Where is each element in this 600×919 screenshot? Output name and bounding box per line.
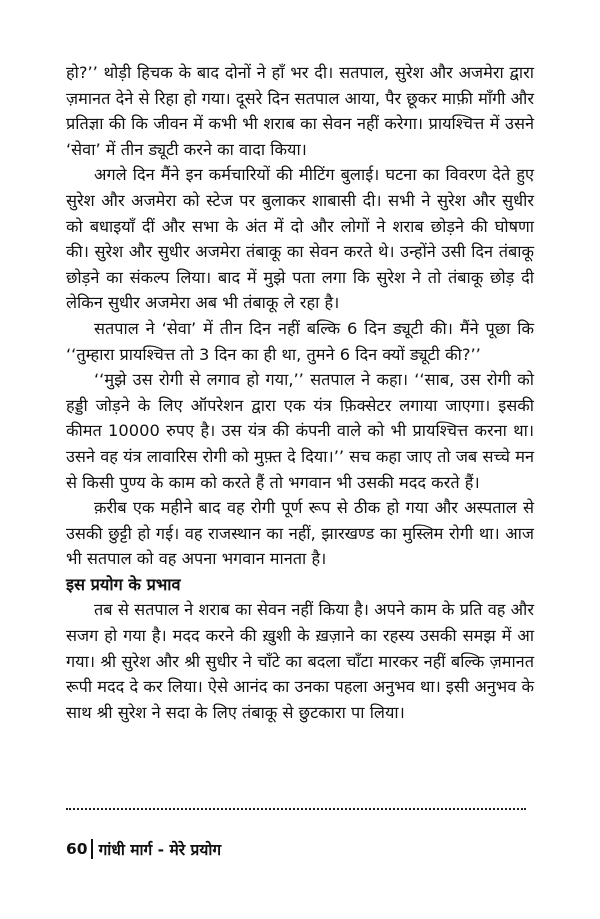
page-body: [66, 60, 534, 725]
paragraph-3: सतपाल ने ‘सेवा’ में तीन दिन नहीं बल्कि 6 दिन ड्यूटी की। मैंने पूछा कि ‘‘तुम्हारा प्रायश्चित्त तो 3 दिन का ही था, तुमने 6 दिन क्यों ड्यूटी की?’’: [66, 318, 534, 364]
section-heading: इस प्रयोग के प्रभाव: [66, 574, 181, 594]
footer-divider: [66, 808, 526, 810]
paragraph-2: अगले दिन मैंने इन कर्मचारियों की मीटिंग बुलाई। घटना का विवरण देते हुए सुरेश और अजमेरा को स्टेज पर बुलाकर शाबासी दी। सभी ने सुरेश और सुधीर को बधाइयाँ दीं और सभा के अंत में दो और लोगों ने शराब छोड़ने की घोषणा की। सुरेश और सुधीर अजमेरा तंबाकू का सेवन करते थे। उन्होंने उसी दिन तंबाकू छोड़ने का संकल्प लिया। बाद में मुझे पता लगा कि सुरेश ने तो तंबाकू छोड़ दी लेकिन सुधीर अजमेरा अब भी तंबाकू ले रहा है।: [66, 165, 534, 313]
paragraph-5: क़रीब एक महीने बाद वह रोगी पूर्ण रूप से ठीक हो गया और अस्पताल से उसकी छुट्टी हो गई। वह राजस्थान का नहीं, झारखण्ड का मुस्लिम रोगी था। आज भी सतपाल को वह अपना भगवान मानता है।: [66, 498, 534, 569]
closing-paragraph: तब से सतपाल ने शराब का सेवन नहीं किया है। अपने काम के प्रति वह और सजग हो गया है। मदद करने की ख़ुशी के ख़ज़ाने का रहस्य उसकी समझ में आ गया। श्री सुरेश और श्री सुधीर ने चाँटे का बदला चाँटा मारकर नहीं बल्कि ज़मानत रूपी मदद दे कर लिया। ऐसे आनंद का उनका पहला अनुभव था। इसी अनुभव के साथ श्री सुरेश ने सदा के लिए तंबाकू से छुटकारा पा लिया।: [66, 600, 534, 722]
page-footer: [66, 838, 221, 860]
paragraph-4: ‘‘मुझे उस रोगी से लगाव हो गया,’’ सतपाल ने कहा। ‘‘साब, उस रोगी को हड्डी जोड़ने के लिए ऑपरेशन द्वारा एक यंत्र फ़िक्सेटर लगाया जाएगा। इसकी कीमत 10000 रुपए है। उस यंत्र की कंपनी वाले को भी प्रायश्चित्त करना था। उसने वह यंत्र लावारिस रोगी को मुफ़्त दे दिया।’’ सच कहा जाए तो जब सच्चे मन से किसी पुण्य के काम को करते हैं तो भगवान भी उसकी मदद करते हैं।: [66, 370, 534, 492]
paragraph-1: हो?’’ थोड़ी हिचक के बाद दोनों ने हाँ भर दी। सतपाल, सुरेश और अजमेरा द्वारा ज़मानत देने से रिहा हो गया। दूसरे दिन सतपाल आया, पैर छूकर माफ़ी माँगी और प्रतिज्ञा की कि जीवन में कभी भी शराब का सेवन नहीं करेगा। प्रायश्चित्त में उसने ‘सेवा’ में तीन ड्यूटी करने का वादा किया।: [66, 63, 534, 159]
footer-separator: [91, 839, 93, 859]
page-number: 60: [66, 840, 88, 858]
book-title: गांधी मार्ग - मेरे प्रयोग: [98, 841, 222, 859]
